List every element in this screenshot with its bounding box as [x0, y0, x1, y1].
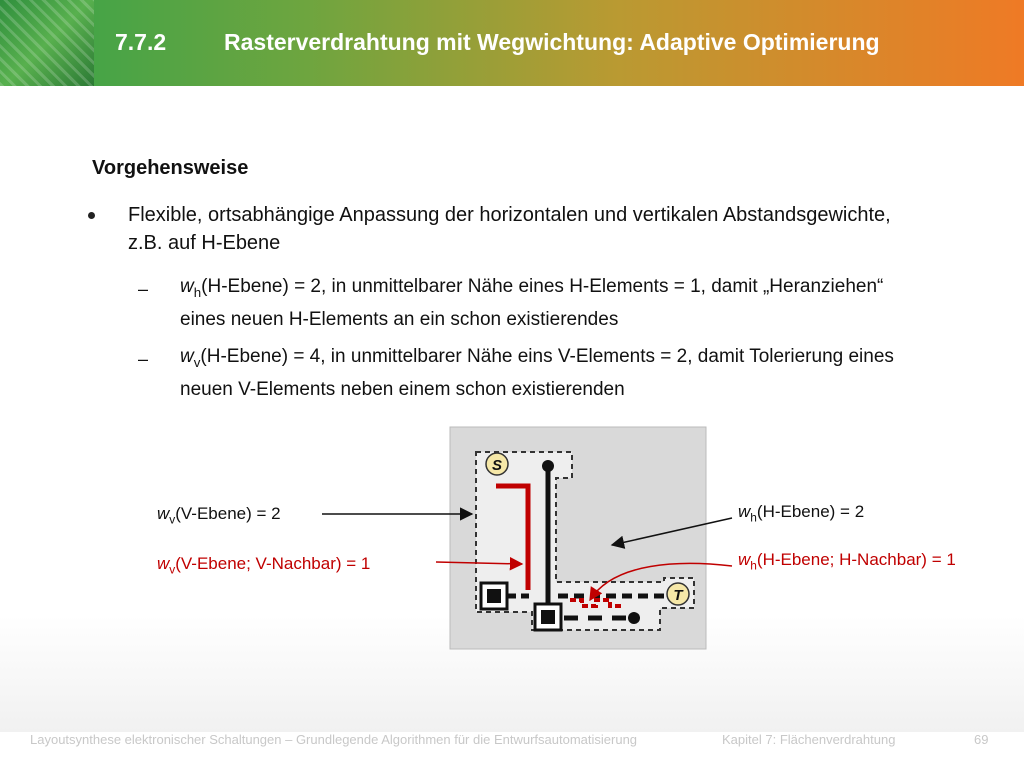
pin-dot [628, 612, 640, 624]
weight-subscript: h [750, 510, 757, 525]
dash-icon: – [138, 349, 149, 369]
label-text: (H-Ebene) = 2 [756, 502, 865, 521]
label-text: (H-Ebene; H-Nachbar) = 1 [756, 550, 956, 569]
bullet-text: Flexible, ortsabhängige Anpassung der horizontalen und vertikalen Abstandsgewichte, z.B. auf H-Ebene [128, 204, 891, 254]
footer-course: Layoutsynthese elektronischer Schaltungen – Grundlegende Algorithmen für die Entwurfsautomatisierung [30, 732, 638, 747]
label-wh-h-layer [738, 502, 864, 524]
source-label: S [491, 457, 503, 474]
footer-chapter: Kapitel 7: Flächenverdrahtung [722, 732, 896, 747]
label-wv-v-neighbor [157, 554, 370, 576]
slide-title: Rasterverdrahtung mit Wegwichtung: Adaptive Optimierung [224, 29, 880, 55]
section-heading: Vorgehensweise [92, 157, 249, 179]
weight-subscript: v [169, 562, 176, 577]
weight-subscript: h [750, 558, 757, 573]
dash-icon: – [138, 279, 149, 299]
weight-symbol: w [738, 502, 751, 521]
weight-symbol: w [180, 346, 194, 367]
target-label: T [673, 587, 683, 604]
label-wv-v-layer [157, 504, 281, 526]
footer-page-number: 69 [974, 732, 989, 747]
slide-number: 7.7.2 [115, 29, 167, 55]
label-wh-h-neighbor [738, 550, 956, 572]
weight-symbol: w [180, 276, 194, 297]
pin-box-core [541, 610, 555, 624]
sub-bullet-1-text: (H-Ebene) = 2, in unmittelbarer Nähe eines H-Elements = 1, damit „Heranziehen“ eines neuen H-Elements an ein schon existierendes [180, 276, 884, 330]
weight-symbol: w [157, 504, 170, 523]
label-text: (V-Ebene) = 2 [175, 504, 281, 523]
weight-subscript: h [193, 284, 202, 300]
weight-subscript: v [169, 512, 176, 527]
sub-bullet-2-text: (H-Ebene) = 4, in unmittelbarer Nähe eins V-Elements = 2, damit Tolerierung eines neuen V-Elements neben einem schon existierenden [180, 346, 894, 400]
weight-subscript: v [193, 354, 201, 370]
weight-symbol: w [157, 554, 170, 573]
label-text: (V-Ebene; V-Nachbar) = 1 [175, 554, 371, 573]
pin-box-core [487, 589, 501, 603]
pin-dot [542, 460, 554, 472]
weight-symbol: w [738, 550, 751, 569]
